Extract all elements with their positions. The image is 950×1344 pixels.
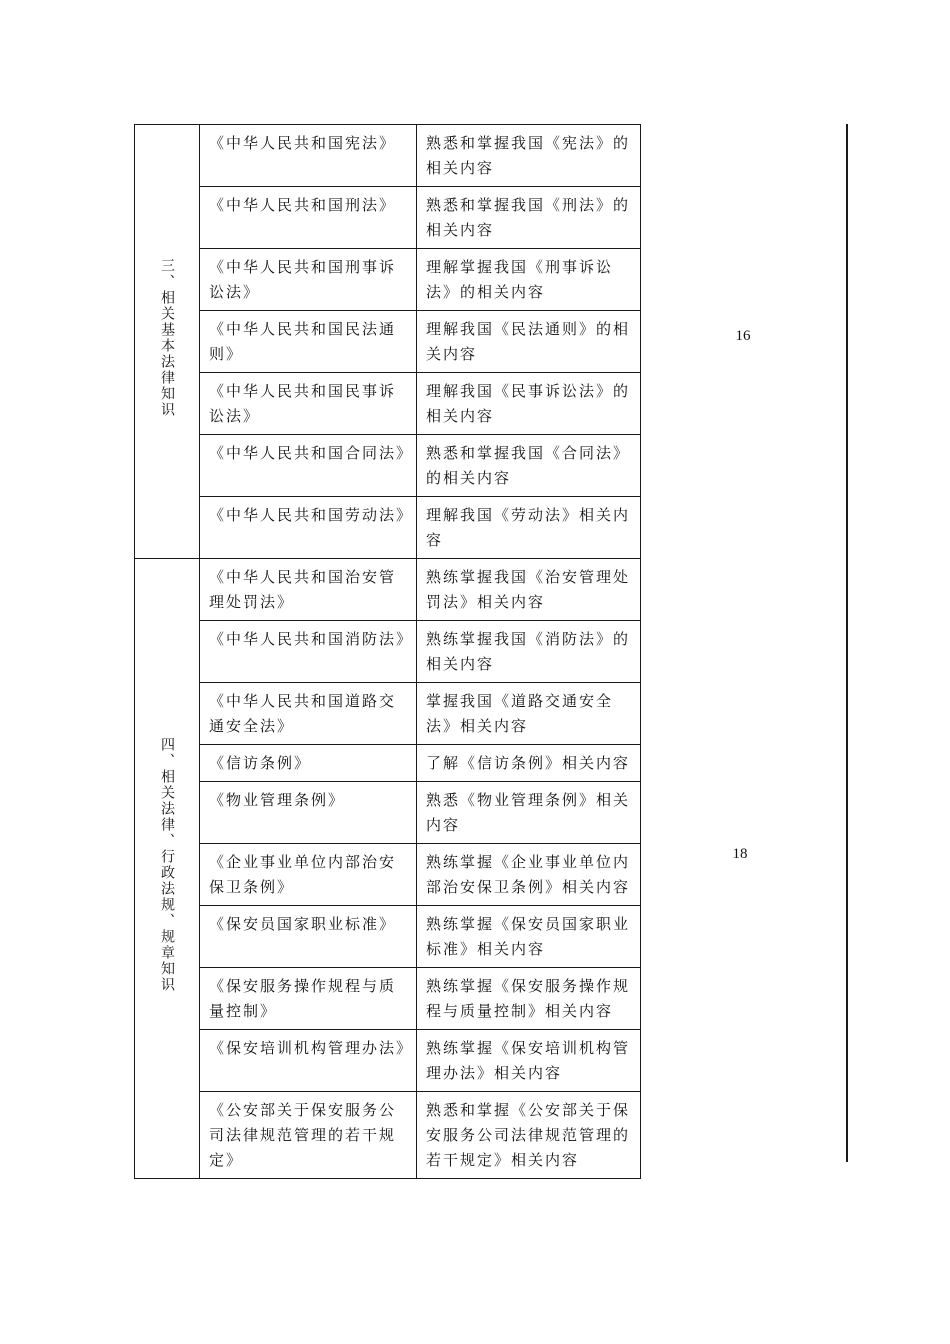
topic-cell: 《保安培训机构管理办法》 (200, 1030, 417, 1092)
table-row (135, 311, 641, 373)
section-score: 16 (735, 328, 751, 344)
requirement-cell: 理解我国《劳动法》相关内容 (417, 497, 641, 559)
topic-cell: 《中华人民共和国宪法》 (200, 125, 417, 187)
topic-cell: 《公安部关于保安服务公司法律规范管理的若干规定》 (200, 1092, 417, 1179)
topic-cell: 《中华人民共和国治安管理处罚法》 (200, 559, 417, 621)
section-label-cell (135, 559, 200, 1179)
topic-cell: 《中华人民共和国刑事诉讼法》 (200, 249, 417, 311)
topic-cell: 《信访条例》 (200, 745, 417, 782)
requirement-cell: 熟练掌握《保安员国家职业标准》相关内容 (417, 906, 641, 968)
table-row (135, 745, 641, 782)
table-row (135, 782, 641, 844)
table-row (135, 906, 641, 968)
section-label: 四、相关法律、行政法规、规章知识 (159, 736, 175, 993)
table-row (135, 968, 641, 1030)
requirement-cell: 熟悉和掌握我国《刑法》的相关内容 (417, 187, 641, 249)
section-score: 18 (732, 846, 748, 862)
requirement-cell: 了解《信访条例》相关内容 (417, 745, 641, 782)
syllabus-table (134, 124, 641, 1179)
requirement-cell: 熟练掌握我国《消防法》的相关内容 (417, 621, 641, 683)
table-row (135, 125, 641, 187)
table-row (135, 373, 641, 435)
requirement-cell: 熟悉和掌握《公安部关于保安服务公司法律规范管理的若干规定》相关内容 (417, 1092, 641, 1179)
topic-cell: 《物业管理条例》 (200, 782, 417, 844)
topic-cell: 《中华人民共和国劳动法》 (200, 497, 417, 559)
topic-cell: 《中华人民共和国道路交通安全法》 (200, 683, 417, 745)
topic-cell: 《保安服务操作规程与质量控制》 (200, 968, 417, 1030)
table-row (135, 621, 641, 683)
requirement-cell: 理解我国《民事诉讼法》的相关内容 (417, 373, 641, 435)
requirement-cell: 掌握我国《道路交通安全法》相关内容 (417, 683, 641, 745)
table-row (135, 1030, 641, 1092)
topic-cell: 《中华人民共和国刑法》 (200, 187, 417, 249)
table-row (135, 683, 641, 745)
requirement-cell: 理解我国《民法通则》的相关内容 (417, 311, 641, 373)
table-row (135, 435, 641, 497)
table-row (135, 844, 641, 906)
requirement-cell: 熟练掌握《保安培训机构管理办法》相关内容 (417, 1030, 641, 1092)
table-row (135, 187, 641, 249)
requirement-cell: 熟练掌握我国《治安管理处罚法》相关内容 (417, 559, 641, 621)
score-column-border (846, 124, 848, 1162)
topic-cell: 《中华人民共和国消防法》 (200, 621, 417, 683)
topic-cell: 《中华人民共和国合同法》 (200, 435, 417, 497)
table-row (135, 249, 641, 311)
topic-cell: 《中华人民共和国民事诉讼法》 (200, 373, 417, 435)
section-label-cell (135, 125, 200, 559)
requirement-cell: 熟练掌握《企业事业单位内部治安保卫条例》相关内容 (417, 844, 641, 906)
requirement-cell: 熟悉和掌握我国《合同法》的相关内容 (417, 435, 641, 497)
requirement-cell: 熟练掌握《保安服务操作规程与质量控制》相关内容 (417, 968, 641, 1030)
table-row (135, 497, 641, 559)
topic-cell: 《中华人民共和国民法通则》 (200, 311, 417, 373)
table-row (135, 559, 641, 621)
topic-cell: 《保安员国家职业标准》 (200, 906, 417, 968)
table-row (135, 1092, 641, 1179)
requirement-cell: 熟悉和掌握我国《宪法》的相关内容 (417, 125, 641, 187)
topic-cell: 《企业事业单位内部治安保卫条例》 (200, 844, 417, 906)
requirement-cell: 理解掌握我国《刑事诉讼法》的相关内容 (417, 249, 641, 311)
section-label: 三、相关基本法律知识 (159, 257, 175, 418)
requirement-cell: 熟悉《物业管理条例》相关内容 (417, 782, 641, 844)
